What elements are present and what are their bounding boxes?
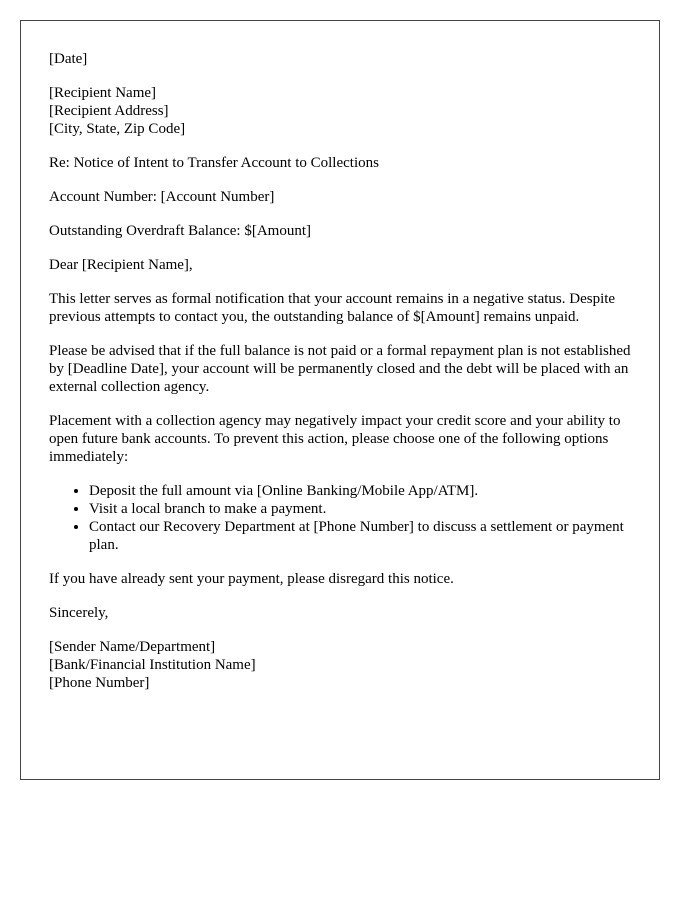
- recipient-name: [Recipient Name]: [49, 85, 157, 101]
- sign-off: Sincerely,: [49, 605, 109, 621]
- sender-phone: [Phone Number]: [49, 675, 150, 691]
- signature-block: [49, 638, 639, 692]
- closing-note: If you have already sent your payment, please disregard this notice.: [49, 571, 454, 587]
- paragraph-notification: This letter serves as formal notification that your account remains in a negative status. Despite previous attempts to contact you, the outstanding balance of $[Amount] remains unpaid.: [49, 291, 616, 325]
- paragraph-options-intro: Placement with a collection agency may negatively impact your credit score and your ability to open future bank accounts. To prevent this action, please choose one of the following options immediately:: [49, 413, 621, 465]
- letter-page: [20, 20, 660, 780]
- subject-line: Re: Notice of Intent to Transfer Account to Collections: [49, 155, 379, 171]
- letter-body: [49, 50, 639, 708]
- recipient-address: [Recipient Address]: [49, 103, 169, 119]
- letter-date: [Date]: [49, 51, 88, 67]
- option-item: • Visit a local branch to make a payment.: [89, 500, 639, 518]
- recipient-city-state-zip: [City, State, Zip Code]: [49, 121, 186, 137]
- paragraph-deadline: Please be advised that if the full balance is not paid or a formal repayment plan is not established by [Deadline Date], your account will be permanently closed and the debt will be placed with an external collection agency.: [49, 343, 631, 395]
- option-item: • Deposit the full amount via [Online Banking/Mobile App/ATM].: [89, 482, 639, 500]
- institution-name: [Bank/Financial Institution Name]: [49, 657, 256, 673]
- salutation: Dear [Recipient Name],: [49, 257, 193, 273]
- account-number-line: Account Number: [Account Number]: [49, 189, 275, 205]
- options-list: [49, 482, 639, 554]
- overdraft-balance-line: Outstanding Overdraft Balance: $[Amount]: [49, 223, 312, 239]
- sender-name: [Sender Name/Department]: [49, 639, 216, 655]
- option-item: • Contact our Recovery Department at [Phone Number] to discuss a settlement or payment plan.: [89, 518, 639, 554]
- recipient-block: [49, 84, 639, 138]
